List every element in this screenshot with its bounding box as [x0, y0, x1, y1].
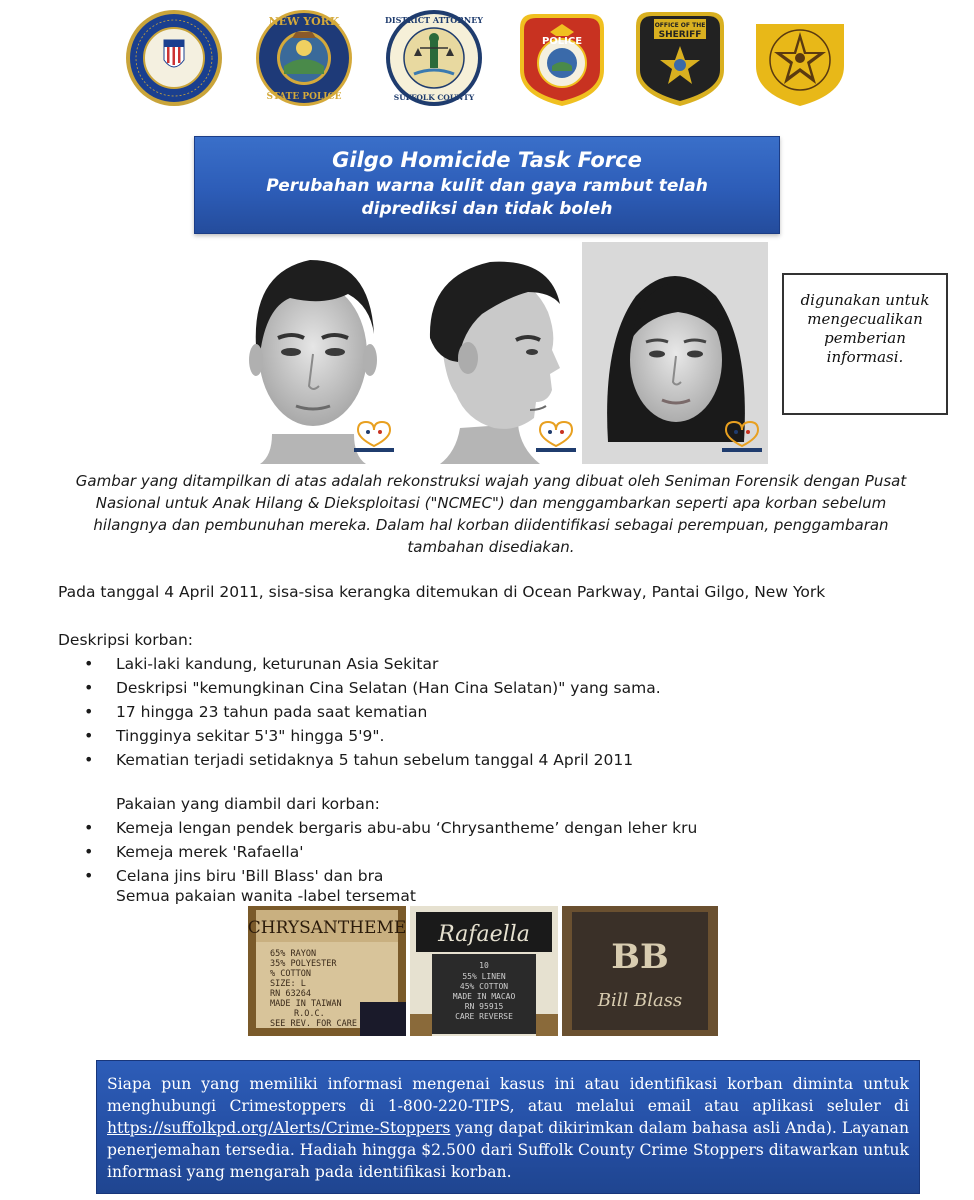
chrysantheme-line: SIZE: L: [270, 979, 306, 989]
chrysantheme-brand: CHRYSANTHEME: [248, 918, 407, 938]
district-attorney-seal: [384, 8, 484, 108]
agency-seals: [120, 8, 840, 118]
svg-text:SHERIFF: SHERIFF: [658, 30, 702, 40]
rafaella-line: 55% LINEN: [462, 972, 506, 981]
svg-text:OFFICE OF THE: OFFICE OF THE: [654, 22, 706, 29]
note-text: digunakan untuk mengecualikan pemberian informasi.: [800, 291, 930, 366]
marshal-star-patch: [750, 8, 850, 108]
rafaella-line: 45% COTTON: [459, 982, 509, 991]
chrysantheme-line: R.O.C.: [294, 1009, 325, 1019]
fbi-seal: [124, 8, 224, 108]
chrysantheme-line: MADE IN TAIWAN: [270, 999, 342, 1009]
ncmec-logo: [534, 420, 578, 454]
svg-text:NEW YORK: NEW YORK: [268, 15, 340, 28]
chrysantheme-line: 65% RAYON: [270, 949, 317, 959]
list-item: • 17 hingga 23 tahun pada saat kematian: [84, 700, 661, 724]
list-item: • Kematian terjadi setidaknya 5 tahun sebelum tanggal 4 April 2011: [84, 748, 661, 772]
suffolk-police-patch: [512, 8, 612, 108]
billblass-monogram: BB: [611, 937, 669, 977]
chrysantheme-line: % COTTON: [270, 969, 311, 979]
sheriff-patch: [630, 8, 730, 108]
list-item: • Deskripsi "kemungkinan Cina Selatan (Han Cina Selatan)" yang sama.: [84, 676, 661, 700]
svg-text:DISTRICT ATTORNEY: DISTRICT ATTORNEY: [384, 15, 484, 25]
crime-stoppers-link[interactable]: https://suffolkpd.org/Alerts/Crime-Stoppers: [107, 1119, 451, 1137]
rafaella-brand: Rafaella: [438, 922, 530, 947]
billblass-signature: Bill Blass: [597, 990, 683, 1011]
list-item: • Celana jins biru 'Bill Blass' dan bra: [84, 864, 697, 888]
svg-text:STATE POLICE: STATE POLICE: [266, 92, 342, 102]
footer-text-before: Siapa pun yang memiliki informasi mengenai kasus ini atau identifikasi korban diminta untuk menghubungi Crimestoppers di 1-800-220-TIPS, atau melalui email atau aplikasi seluler di: [107, 1075, 909, 1115]
ncmec-logo: [352, 420, 396, 454]
list-item: • Kemeja lengan pendek bergaris abu-abu ‘Chrysantheme’ dengan leher kru: [84, 816, 697, 840]
list-item: • Tingginya sekitar 5'3" hingga 5'9".: [84, 724, 661, 748]
rafaella-line: 10: [479, 961, 489, 970]
clothing-heading: Pakaian yang diambil dari korban:: [116, 795, 380, 813]
clothing-list: [84, 816, 697, 888]
rafaella-line: RN 95915: [464, 1002, 504, 1011]
chrysantheme-line: 35% POLYESTER: [270, 959, 337, 969]
banner-title: Gilgo Homicide Task Force: [332, 148, 642, 172]
title-banner: [194, 136, 780, 234]
banner-subtitle: Perubahan warna kulit dan gaya rambut telah diprediksi dan tidak boleh: [266, 176, 708, 219]
chrysantheme-line: SEE REV. FOR CARE: [270, 1019, 357, 1029]
svg-text:SUFFOLK COUNTY: SUFFOLK COUNTY: [393, 93, 475, 102]
image-caption: Gambar yang ditampilkan di atas adalah rekonstruksi wajah yang dibuat oleh Seniman Forensik dengan Pusat Nasional untuk Anak Hilang & Dieksploitasi ("NCMEC") dan menggambarkan seperti apa korban sebelum hilangnya dan pembunuhan mereka. Dalam hal korban diidentifikasi sebagai perempuan, penggambaran tambahan disediakan.: [75, 472, 907, 556]
rafaella-line: CARE REVERSE: [455, 1012, 513, 1021]
tip-footer: [96, 1060, 920, 1194]
clothing-note: Semua pakaian wanita -label tersemat: [116, 887, 416, 905]
list-item: • Laki-laki kandung, keturunan Asia Sekitar: [84, 652, 661, 676]
clothing-label-photos: [248, 906, 718, 1036]
ncmec-logo: [720, 420, 764, 454]
description-list: [84, 652, 661, 772]
footer-text-after: yang dapat dikirimkan dalam bahasa asli Anda). Layanan penerjemahan tersedia. Hadiah hingga $2.500 dari Suffolk County Crime Stoppers ditawarkan untuk informasi yang mengarah pada identifikasi korban.: [107, 1119, 909, 1181]
chrysantheme-line: RN 63264: [270, 989, 311, 999]
rafaella-line: MADE IN MACAO: [452, 992, 516, 1001]
svg-text:POLICE: POLICE: [541, 36, 583, 47]
note-box: [782, 273, 948, 415]
discovery-text: Pada tanggal 4 April 2011, sisa-sisa kerangka ditemukan di Ocean Parkway, Pantai Gilgo, New York: [58, 583, 826, 601]
description-heading: Deskripsi korban:: [58, 631, 194, 649]
nysp-seal: [254, 8, 354, 108]
list-item: • Kemeja merek 'Rafaella': [84, 840, 697, 864]
